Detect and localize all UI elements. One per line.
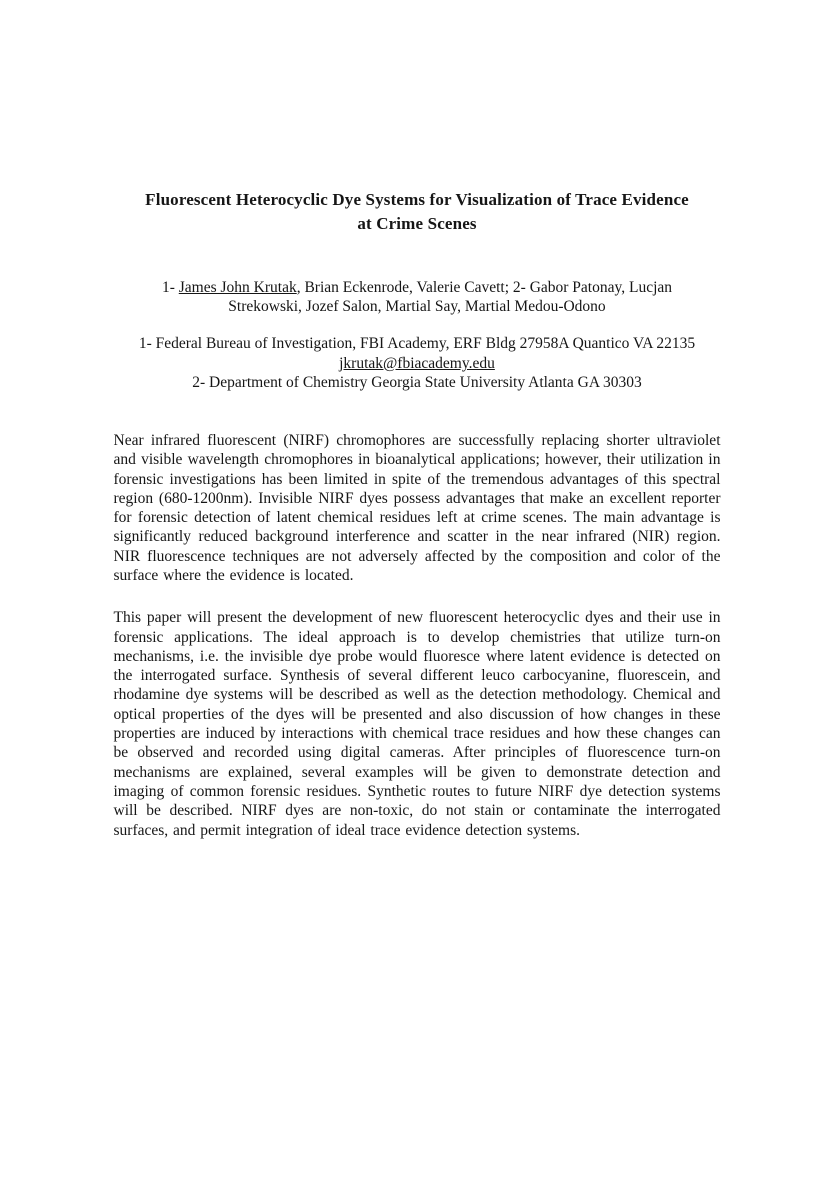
author-list-line1-rest: , Brian Eckenrode, Valerie Cavett; 2- Gabor Patonay, Lucjan <box>296 279 673 296</box>
author-list <box>114 278 721 316</box>
abstract-paragraph-1: Near infrared fluorescent (NIRF) chromophores are successfully replacing shorter ultraviolet and visible wavelength chromophores in bioanalytical applications; however, their utilization in forensic investigations has been limited in spite of the tremendous advantages of this spectral region (680-1200nm). Invisible NIRF dyes possess advantages that make an excellent reporter for forensic detection of latent chemical residues left at crime scenes. The main advantage is significantly reduced background interference and scatter in the near infrared (NIR) region. NIR fluorescence techniques are not adversely affected by the composition and color of the surface where the evidence is located. <box>113 431 721 584</box>
author-list-prefix: 1- <box>161 279 179 296</box>
email-link[interactable]: jkrutak@fbiacademy.edu <box>339 354 495 372</box>
affiliation-2: 2- Department of Chemistry Georgia State University Atlanta GA 30303 <box>192 374 642 392</box>
affiliation-1: 1- Federal Bureau of Investigation, FBI Academy, ERF Bldg 27958A Quantico VA 22135 <box>138 335 696 353</box>
document-content <box>114 0 721 840</box>
affiliation-email-line <box>114 354 721 374</box>
author-name-link[interactable]: James John Krutak <box>178 279 297 296</box>
paper-title-line-1: Fluorescent Heterocyclic Dye Systems for Visualization of Trace Evidence <box>145 190 689 209</box>
abstract-paragraph-2: This paper will present the development of new fluorescent heterocyclic dyes and their use in forensic applications. The ideal approach is to develop chemistries that utilize turn-on mechanisms, i.e. the invisible dye probe would fluoresce where latent evidence is detected on the interrogated surface. Synthesis of several different leuco carbocyanine, fluorescein, and rhodamine dye systems will be described as well as the detection methodology. Chemical and optical properties of the dyes will be presented and also discussion of how changes in these properties are induced by interactions with chemical trace residues and how these changes can be observed and recorded using digital cameras. After principles of fluorescence turn-on mechanisms are explained, several examples will be given to demonstrate detection and imaging of common forensic residues. Synthetic routes to future NIRF dye detection systems will be described. NIRF dyes are non-toxic, do not stain or contaminate the interrogated surfaces, and permit integration of ideal trace evidence detection systems. <box>113 609 721 839</box>
author-list-line2: Strekowski, Jozef Salon, Martial Say, Martial Medou-Odono <box>228 298 606 316</box>
paper-title-line-2: at Crime Scenes <box>357 214 477 233</box>
paper-title <box>114 188 721 236</box>
affiliations-block <box>114 334 721 393</box>
